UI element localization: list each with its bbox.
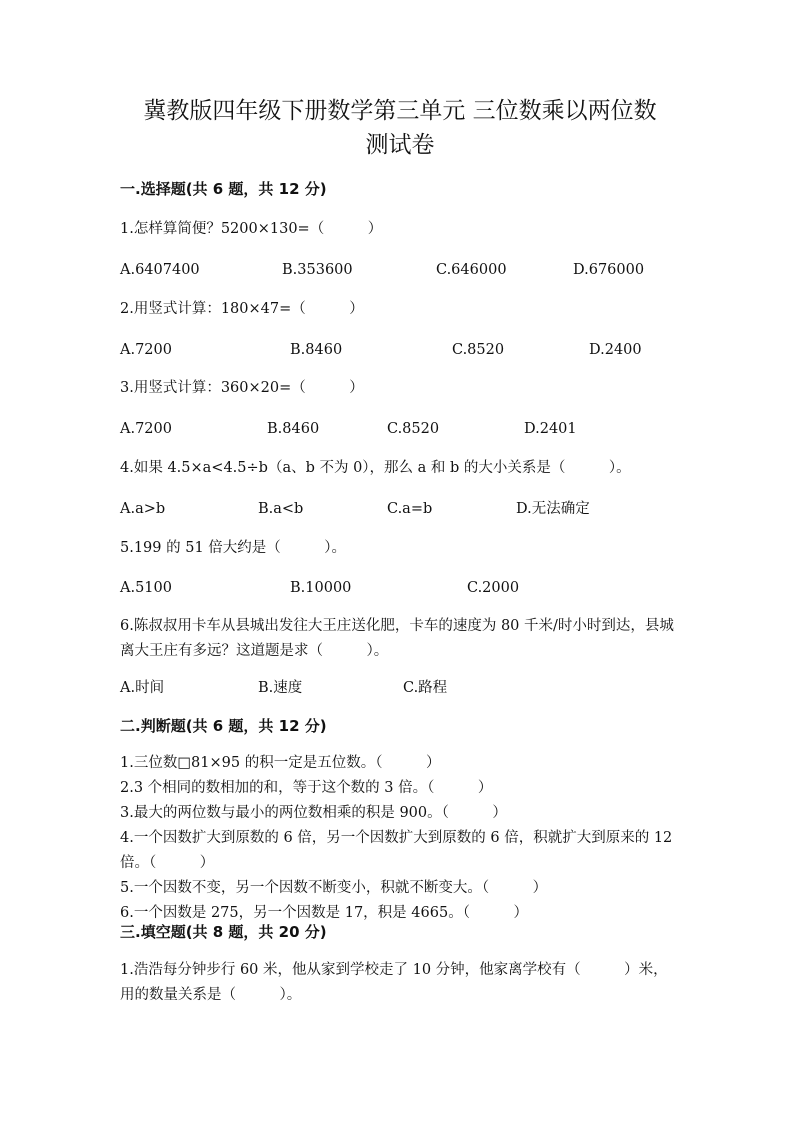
choice-3-option-c: C.8520 [387,421,440,437]
choice-question-4: 4.如果 4.5×a<4.5÷b（a、b 不为 0），那么 a 和 b 的大小关系是（ ）。 [120,460,631,476]
choice-2-option-d: D.2400 [589,342,642,358]
choice-2-option-a: A.7200 [120,342,172,358]
choice-5-option-a: A.5100 [120,580,172,596]
title-line-1: 冀教版四年级下册数学第三单元 三位数乘以两位数 [143,98,657,124]
judge-list [120,751,680,926]
choice-2-option-b: B.8460 [290,342,343,358]
title-line-2: 测试卷 [365,132,435,158]
section-heading-choice: 一.选择题(共 6 题，共 12 分) [120,180,327,198]
judge-item-2: 2.3 个相同的数相加的和，等于这个数的 3 倍。（ ） [120,780,493,796]
choice-question-1: 1.怎样算简便？5200×130=（ ） [120,221,383,237]
judge-item-4: 4.一个因数扩大到原数的 6 倍，另一个因数扩大到原数的 6 倍，积就扩大到原来的 12 倍。（ ） [120,830,673,871]
choice-1-option-c: C.646000 [436,262,507,278]
choice-1-option-a: A.6407400 [120,262,200,278]
exam-title [110,94,690,162]
judge-item-3: 3.最大的两位数与最小的两位数相乘的积是 900。（ ） [120,805,507,821]
choice-5-option-c: C.2000 [467,580,520,596]
choice-1-option-d: D.676000 [573,262,645,278]
choice-3-option-a: A.7200 [120,421,172,437]
choice-3-option-b: B.8460 [267,421,320,437]
choice-4-option-d: D.无法确定 [516,501,590,517]
fill-question-1: 1.浩浩每分钟步行 60 米，他从家到学校走了 10 分钟，他家离学校有（ ）米，用的数量关系是（ ）。 [120,962,668,1003]
section-heading-fill: 三.填空题(共 8 题，共 20 分) [120,923,327,941]
choice-3-option-d: D.2401 [524,421,577,437]
choice-2-option-c: C.8520 [452,342,505,358]
choice-question-5: 5.199 的 51 倍大约是（ ）。 [120,540,347,556]
choice-5-option-b: B.10000 [290,580,352,596]
section-heading-judge: 二.判断题(共 6 题，共 12 分) [120,717,327,735]
choice-question-6: 6.陈叔叔用卡车从县城出发往大王庄送化肥，卡车的速度为 80 千米/时小时到达，县城离大王庄有多远？这道题是求（ ）。 [120,618,674,659]
choice-6-option-b: B.速度 [258,680,303,696]
choice-4-option-a: A.a>b [120,501,166,517]
judge-item-6: 6.一个因数是 275，另一个因数是 17，积是 4665。（ ） [120,905,528,921]
choice-6-option-c: C.路程 [403,680,448,696]
choice-4-option-c: C.a=b [387,501,433,517]
choice-1-option-b: B.353600 [282,262,353,278]
choice-4-option-b: B.a<b [258,501,304,517]
choice-question-3: 3.用竖式计算：360×20=（ ） [120,380,364,396]
judge-item-5: 5.一个因数不变，另一个因数不断变小，积就不断变大。（ ） [120,880,548,896]
choice-question-2: 2.用竖式计算：180×47=（ ） [120,301,364,317]
judge-item-1: 1.三位数□81×95 的积一定是五位数。（ ） [120,755,441,771]
choice-6-option-a: A.时间 [120,680,165,696]
